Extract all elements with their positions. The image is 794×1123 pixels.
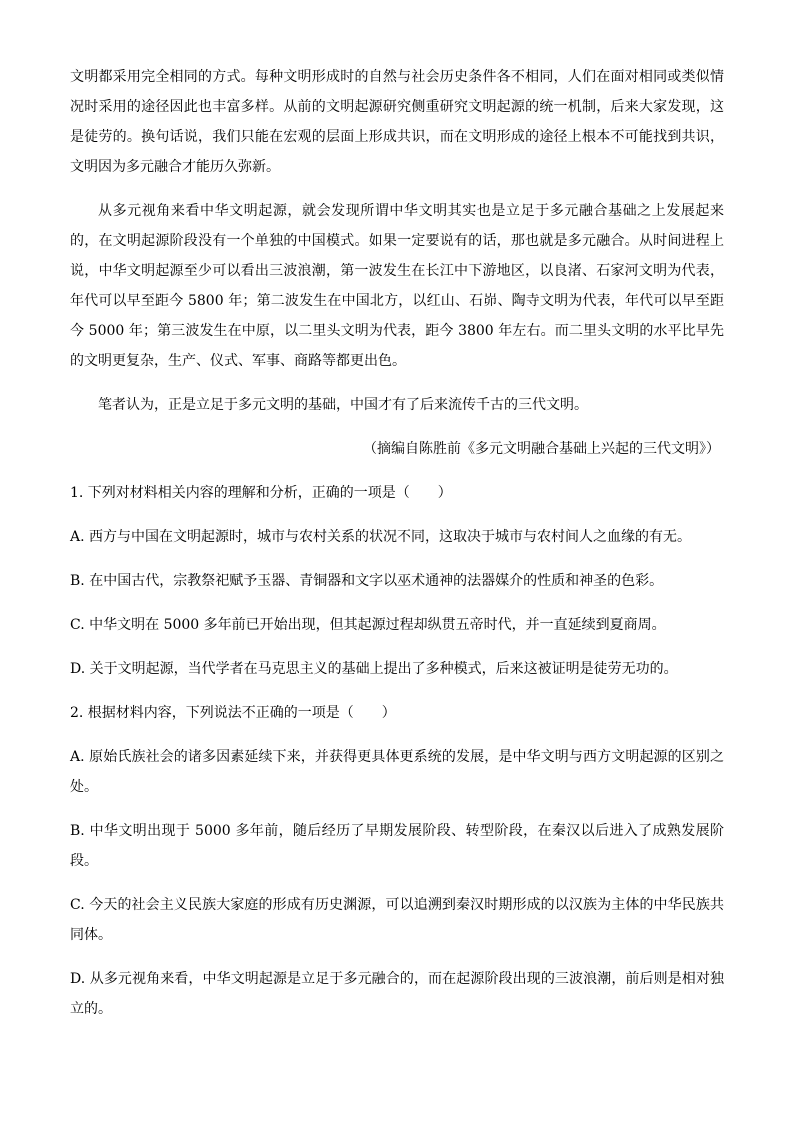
question-stem: 2. 根据材料内容，下列说法不正确的一项是（ ） (70, 705, 396, 721)
option-d: D. 从多元视角来看，中华文明起源是立足于多元融合的，而在起源阶段出现的三波浪潮，前后则是相对独立的。 (70, 971, 724, 1017)
passage-source: （摘编自陈胜前《多元文明融合基础上兴起的三代文明》） (363, 441, 720, 457)
option-c: C. 今天的社会主义民族大家庭的形成有历史渊源，可以追溯到秦汉时期形成的以汉族为主体的中华民族共同体。 (70, 897, 724, 943)
passage-paragraph-2: 从多元视角来看中华文明起源，就会发现所谓中华文明其实也是立足于多元融合基础之上发展起来的，在文明起源阶段没有一个单独的中国模式。如果一定要说有的话，那也就是多元融合。从时间进程上说，中华文明起源至少可以看出三波浪潮，第一波发生在长江中下游地区，以良渚、石家河文明为代表，年代可以早至距今 5800 年；第二波发生在中国北方，以红山、石峁、陶寺文明为代表，年代可以早至距今 5000 年；第三波发生在中原，以二里头文明为代表，距今 3800 年左右。而二里头文明的水平比早先的文明更复杂，生产、仪式、军事、商路等都更出色。 (70, 203, 724, 369)
question-1 (70, 478, 724, 684)
passage-paragraph-1: 文明都采用完全相同的方式。每种文明形成时的自然与社会历史条件各不相同，人们在面对相同或类似情况时采用的途径因此也丰富多样。从前的文明起源研究侧重研究文明起源的统一机制，后来大家发现，这是徒劳的。换句话说，我们只能在宏观的层面上形成共识，而在文明形成的途径上根本不可能找到共识，文明因为多元融合才能历久弥新。 (70, 69, 724, 175)
question-2 (70, 698, 724, 1024)
option-b: B. 中华文明出现于 5000 多年前，随后经历了早期发展阶段、转型阶段，在秦汉以后进入了成熟发展阶段。 (70, 823, 724, 869)
option-d: D. 关于文明起源，当代学者在马克思主义的基础上提出了多种模式，后来这被证明是徒劳无功的。 (70, 661, 678, 677)
option-a: A. 原始氏族社会的诸多因素延续下来，并获得更具体更系统的发展，是中华文明与西方文明起源的区别之处。 (70, 749, 724, 795)
option-a: A. 西方与中国在文明起源时，城市与农村关系的状况不同，这取决于城市与农村间人之血缘的有无。 (70, 529, 692, 545)
document-page (70, 62, 724, 1038)
question-stem: 1. 下列对材料相关内容的理解和分析，正确的一项是（ ） (70, 485, 452, 501)
option-c: C. 中华文明在 5000 多年前已开始出现，但其起源过程却纵贯五帝时代，并一直延续到夏商周。 (70, 617, 666, 633)
passage-paragraph-3: 笔者认为，正是立足于多元文明的基础，中国才有了后来流传千古的三代文明。 (98, 397, 588, 413)
option-b: B. 在中国古代，宗教祭祀赋予玉器、青铜器和文字以巫术通神的法器媒介的性质和神圣的色彩。 (70, 573, 664, 589)
